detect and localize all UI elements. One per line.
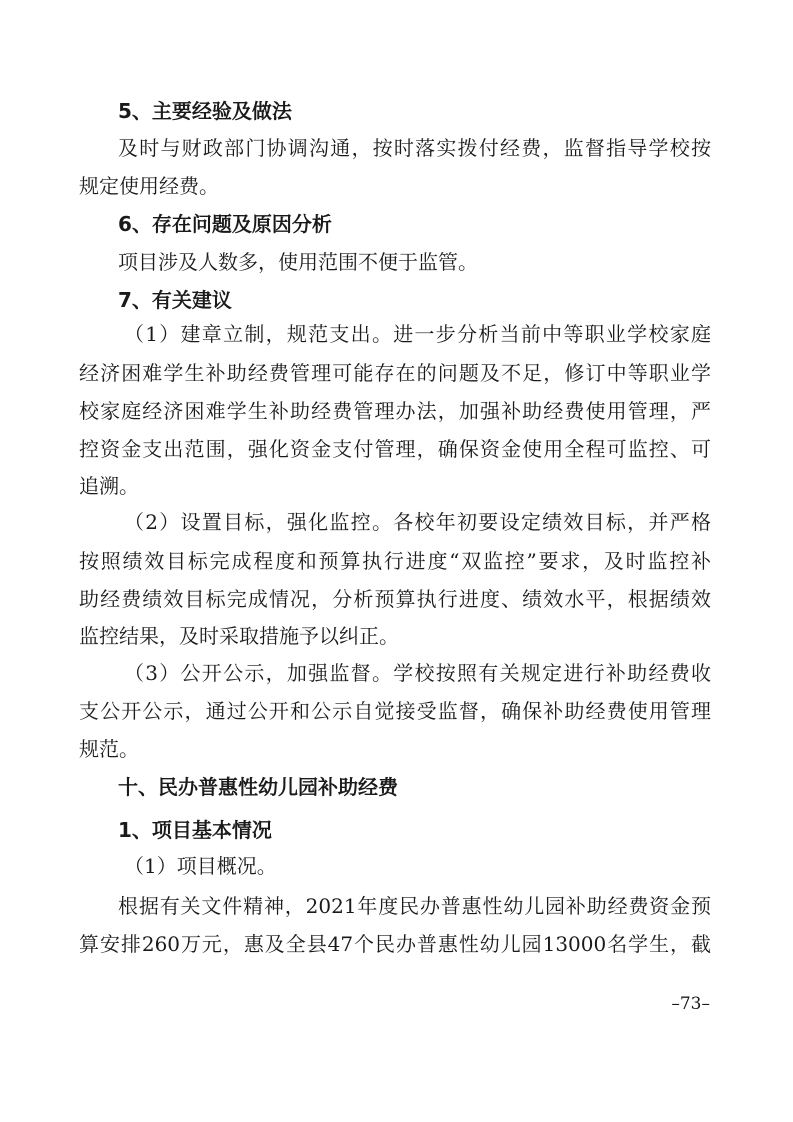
- paragraph-line: 支公开公示，通过公开和公示自觉接受监督，确保补助经费使用管理: [79, 699, 711, 723]
- paragraph-line: 追溯。: [79, 474, 139, 498]
- section-heading-problems: 6、存在问题及原因分析: [118, 212, 332, 236]
- paragraph-line: 规范。: [79, 737, 139, 761]
- paragraph-line: （1）项目概况。: [124, 854, 277, 878]
- paragraph-line: （3）公开公示，加强监督。学校按照有关规定进行补助经费收: [124, 661, 711, 685]
- paragraph-line: 算安排260万元，惠及全县47个民办普惠性幼儿园13000名学生，截: [79, 932, 711, 956]
- paragraph-line: 校家庭经济困难学生补助经费管理办法，加强补助经费使用管理，严: [79, 399, 711, 423]
- paragraph-line: 规定使用经费。: [79, 174, 219, 198]
- chapter-heading: 十、民办普惠性幼儿园补助经费: [118, 775, 398, 799]
- paragraph-line: 助经费绩效目标完成情况，分析预算执行进度、绩效水平，根据绩效: [79, 587, 711, 611]
- paragraph-line: 控资金支出范围，强化资金支付管理，确保资金使用全程可监控、可: [79, 437, 711, 461]
- section-heading-suggestions: 7、有关建议: [118, 288, 232, 312]
- section-heading-main-experience: 5、主要经验及做法: [118, 99, 292, 123]
- paragraph-line: 根据有关文件精神，2021年度民办普惠性幼儿园补助经费资金预: [118, 894, 711, 918]
- section-heading-basic-info: 1、项目基本情况: [118, 818, 272, 842]
- paragraph-line: 及时与财政部门协调沟通，按时落实拨付经费，监督指导学校按: [118, 136, 711, 160]
- paragraph-line: 按照绩效目标完成程度和预算执行进度“双监控”要求，及时监控补: [79, 549, 711, 573]
- paragraph-line: 监控结果，及时采取措施予以纠正。: [79, 624, 399, 648]
- paragraph-line: （1）建章立制，规范支出。进一步分析当前中等职业学校家庭: [124, 322, 711, 346]
- page-number: –73–: [671, 994, 710, 1014]
- paragraph-line: （2）设置目标，强化监控。各校年初要设定绩效目标，并严格: [124, 510, 711, 534]
- paragraph-line: 经济困难学生补助经费管理可能存在的问题及不足，修订中等职业学: [79, 361, 711, 385]
- paragraph-line: 项目涉及人数多，使用范围不便于监管。: [118, 250, 478, 274]
